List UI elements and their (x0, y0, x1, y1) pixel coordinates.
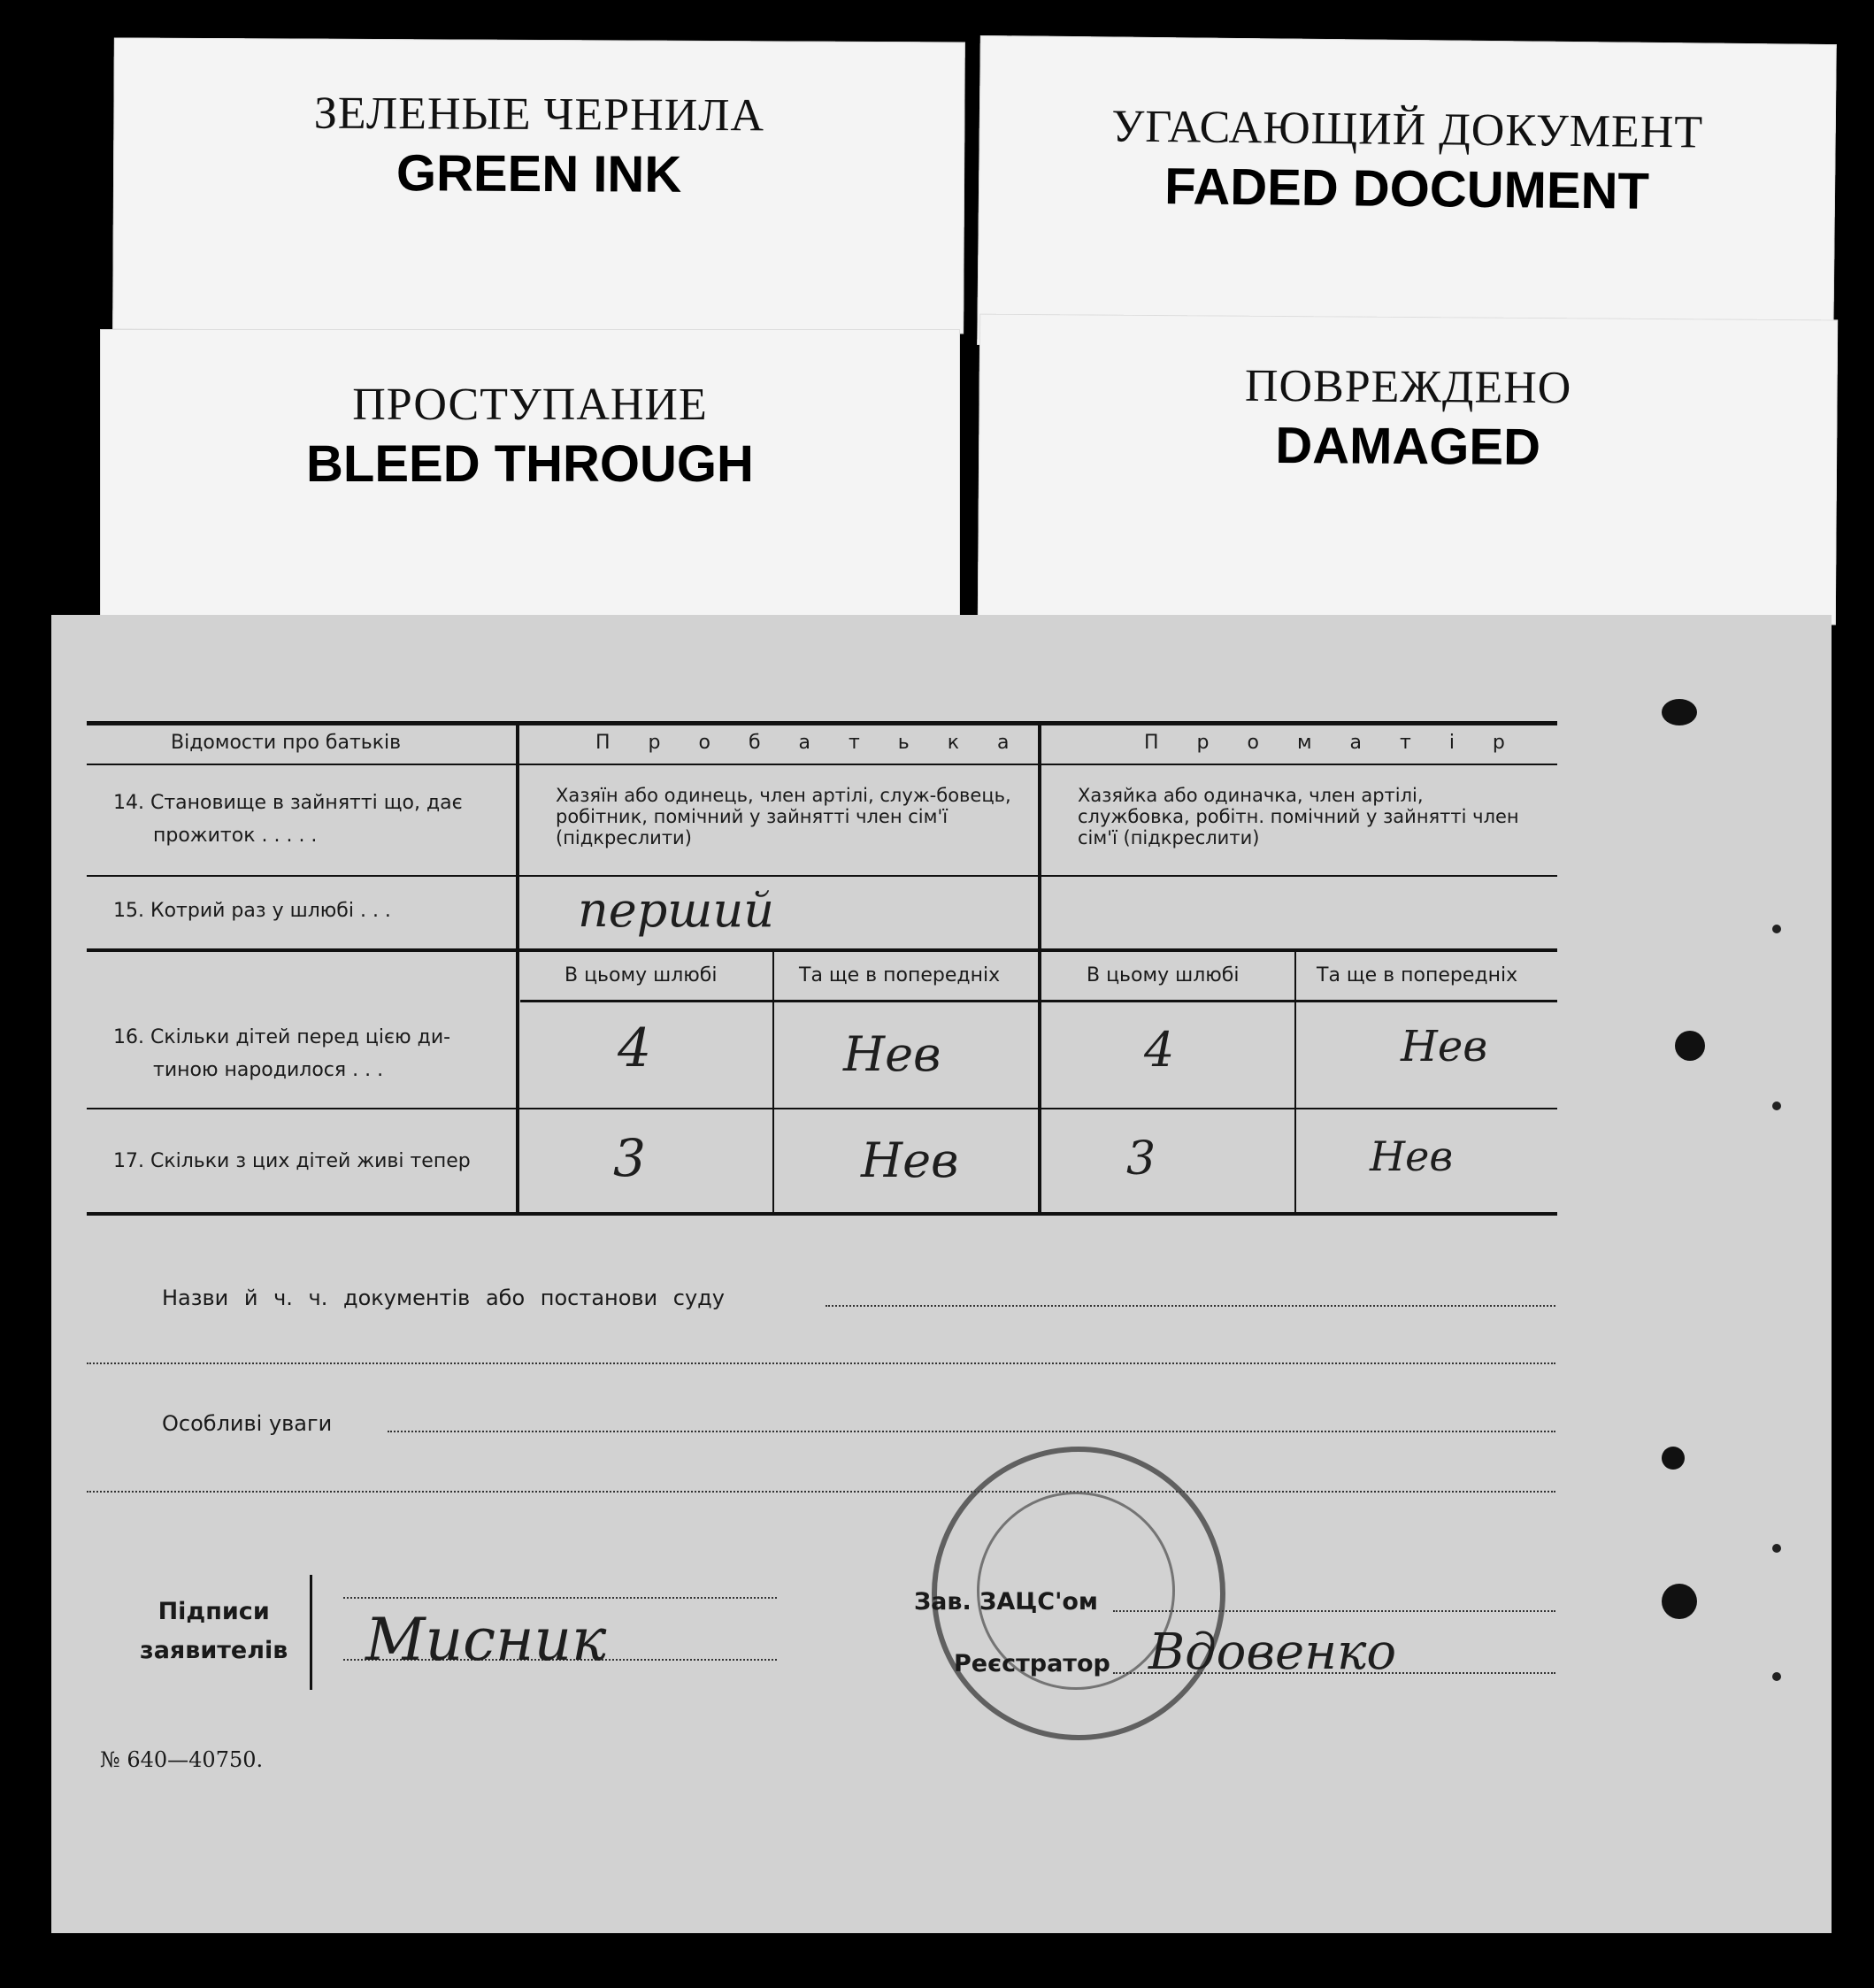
row15-rule (87, 948, 1557, 952)
col-divider-2 (1038, 723, 1041, 1214)
notes-line-2 (87, 1491, 1555, 1493)
faded-en: FADED DOCUMENT (1164, 157, 1650, 220)
notes-label: Особливі уваги (162, 1411, 333, 1436)
row14-label-line2: прожиток . . . . . (153, 825, 318, 847)
header-father: П р о б а т ь к а (595, 732, 1025, 754)
row17-father-prev: Нев (861, 1132, 959, 1188)
documents-line-2 (87, 1362, 1555, 1364)
subheader-mother-prev: Та ще в попередніх (1317, 964, 1518, 986)
punch-hole (1662, 1584, 1697, 1619)
faded-ru: УГАСАЮЩИЙ ДОКУМЕНТ (1111, 101, 1704, 158)
punch-hole (1662, 699, 1697, 725)
document-sheet (51, 615, 1832, 1933)
registrar-signature: Вдовенко (1148, 1623, 1397, 1681)
zags-line (1113, 1610, 1555, 1612)
row17-label: 17. Скільки з цих дітей живі тепер (113, 1150, 471, 1172)
signature-brace (310, 1575, 312, 1690)
speck (1772, 1101, 1781, 1110)
damaged-card (978, 314, 1838, 626)
faded-document-card (977, 35, 1837, 354)
row14-label-line1: 14. Становище в зайнятті що, дає (113, 792, 463, 814)
col-divider-4 (1294, 951, 1296, 1214)
table-header-rule (87, 764, 1557, 765)
speck (1772, 925, 1781, 933)
form-number: № 640—40750. (100, 1747, 264, 1772)
row17-father-this: 3 (613, 1128, 646, 1188)
zags-label: Зав. ЗАЦС'ом (914, 1588, 1098, 1616)
row16-father-prev: Нев (843, 1026, 941, 1082)
bleed-ru: ПРОСТУПАНИЕ (352, 380, 708, 430)
green-ink-card (112, 37, 965, 334)
row16-rule (87, 1108, 1557, 1109)
registrar-label: Реєстратор (954, 1650, 1110, 1677)
row16-mother-this: 4 (1144, 1022, 1175, 1078)
col-divider-1 (516, 723, 519, 1214)
header-info: Відомости про батьків (171, 732, 402, 754)
row16-father-this: 4 (618, 1017, 652, 1079)
signature-line-1 (343, 1597, 777, 1599)
notes-line (388, 1431, 1555, 1432)
table-bottom-rule (87, 1212, 1557, 1216)
speck (1772, 1544, 1781, 1553)
row17-mother-this: 3 (1126, 1132, 1156, 1186)
row15-father-handwriting: перший (578, 882, 775, 938)
damaged-ru: ПОВРЕЖДЕНО (1244, 360, 1572, 414)
punch-hole (1662, 1447, 1685, 1470)
bleed-through-card (100, 329, 960, 621)
damaged-en: DAMAGED (1275, 416, 1541, 477)
punch-hole (1675, 1031, 1705, 1061)
col-divider-3 (772, 951, 774, 1214)
applicant-signature: Мисник (365, 1606, 607, 1674)
row14-mother: Хазяйка або одиначка, член артілі, службовка, робітн. помічний у зайнятті член сім'ї (підкреслити) (1078, 785, 1519, 848)
row14-father: Хазяїн або одинець, член артілі, служ-бовець, робітник, помічний у зайнятті член сім'ї (підкреслити) (556, 785, 1011, 848)
documents-label: Назви й ч. ч. документів або постанови суду (162, 1286, 725, 1310)
row15-label: 15. Котрий раз у шлюбі . . . (113, 900, 391, 922)
signatures-label: Підписи заявителів (140, 1598, 288, 1664)
row16-label-line2: тиною народилося . . . (153, 1059, 384, 1081)
row16-label-line1: 16. Скільки дітей перед цією ди- (113, 1026, 451, 1048)
speck (1772, 1672, 1781, 1681)
row14-rule (87, 875, 1557, 877)
header-mother: П р о м а т і р (1144, 732, 1521, 754)
row16-mother-prev: Нев (1401, 1022, 1488, 1071)
row17-mother-prev: Нев (1370, 1132, 1454, 1180)
bleed-en: BLEED THROUGH (306, 435, 754, 493)
subheader-mother-this: В цьому шлюбі (1087, 964, 1240, 986)
table-top-rule (87, 721, 1557, 725)
subheader-father-this: В цьому шлюбі (565, 964, 718, 986)
subheader-father-prev: Та ще в попередніх (799, 964, 1001, 986)
green-ink-en: GREEN INK (396, 144, 682, 203)
green-ink-ru: ЗЕЛЕНЫЕ ЧЕРНИЛА (313, 88, 765, 142)
documents-line (826, 1305, 1555, 1307)
